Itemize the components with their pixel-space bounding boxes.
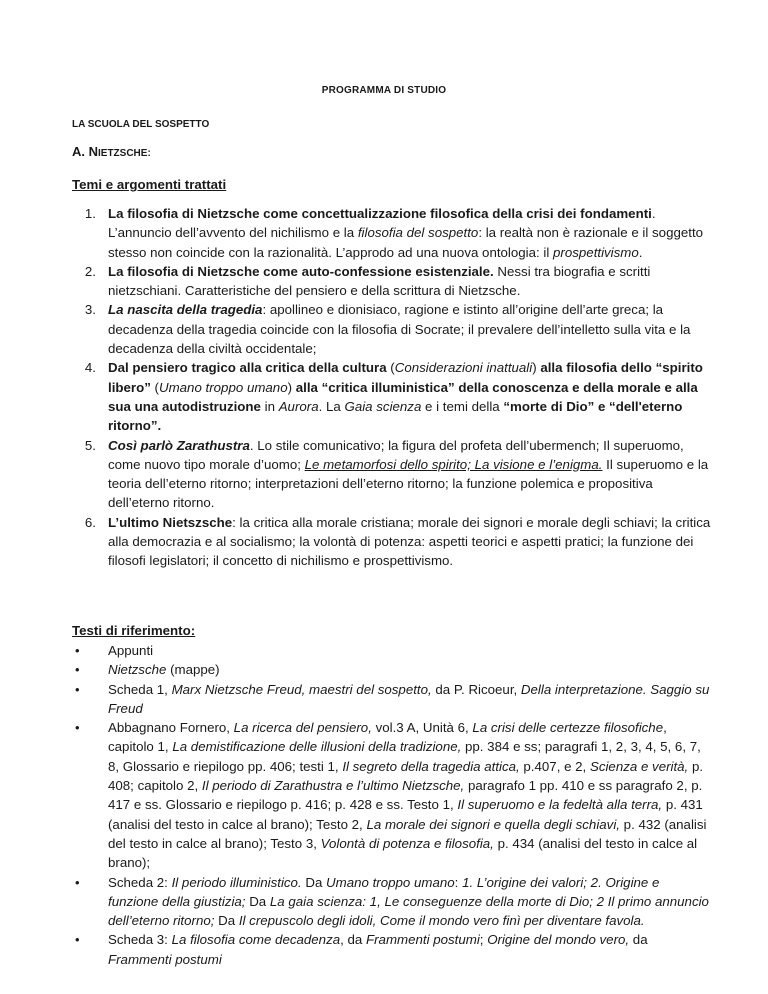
reference-text: , capitolo 1, bbox=[108, 720, 667, 755]
theme-title: La filosofia di Nietzsche come auto-confessione esistenziale. bbox=[108, 263, 494, 279]
theme-text: . bbox=[638, 244, 643, 260]
reference-italic: Il periodo di Zarathustra e l’ultimo Nietzsche, bbox=[201, 778, 465, 794]
theme-text: . La bbox=[318, 398, 345, 414]
reference-italic: Marx Nietzsche Freud, maestri del sospetto, bbox=[171, 681, 432, 697]
reference-text: Scheda 3: bbox=[108, 932, 172, 948]
theme-text: ( bbox=[150, 379, 159, 395]
theme-title: La nascita della tragedia bbox=[108, 302, 263, 318]
references-heading: Testi di riferimento: bbox=[72, 623, 196, 638]
theme-item bbox=[72, 300, 712, 358]
reference-italic: Umano troppo umano bbox=[326, 874, 455, 890]
reference-text: da P. Ricoeur, bbox=[431, 681, 521, 697]
theme-italic: Umano troppo umano bbox=[158, 379, 288, 395]
reference-text: vol.3 A, Unità 6, bbox=[371, 720, 473, 736]
reference-italic: 1. L’origine dei valori; 2. Origine e funzione della giustizia; bbox=[108, 874, 660, 909]
theme-text: . L’annuncio dell’avvento del nichilismo e la bbox=[108, 206, 656, 241]
theme-number: 3. bbox=[84, 302, 96, 318]
reference-text: da bbox=[629, 932, 648, 948]
theme-text: in bbox=[260, 398, 279, 414]
theme-text: Nessi tra biografia e scritti nietzschiani. Caratteristiche del pensiero e della scrittura di Nietzsche. bbox=[108, 263, 651, 299]
reference-text: Abbagnano Fornero, bbox=[108, 720, 234, 736]
theme-italic: filosofia del sospetto bbox=[357, 225, 479, 241]
bullet-icon: • bbox=[75, 874, 80, 890]
reference-italic: La gaia scienza: 1, Le conseguenze della morte di Dio; 2 Il primo annuncio dell’eterno ritorno; bbox=[108, 893, 709, 929]
reference-italic: Il segreto della tragedia attica, bbox=[342, 758, 520, 774]
author-heading bbox=[72, 143, 151, 163]
theme-italic: Gaia scienza bbox=[344, 398, 422, 414]
theme-bold: alla “critica illuministica” della conoscenza e della morale e alla sua una autodistruzione bbox=[108, 379, 698, 414]
reference-italic: La ricerca del pensiero, bbox=[233, 720, 372, 736]
reference-item bbox=[72, 873, 712, 931]
reference-text: Da bbox=[245, 893, 270, 909]
theme-title: Così parlò Zarathustra bbox=[108, 437, 250, 453]
reference-italic: Volontà di potenza e filosofia, bbox=[320, 835, 494, 851]
reference-italic: Frammenti postumi bbox=[366, 932, 480, 948]
bullet-icon: • bbox=[75, 643, 80, 658]
author-heading-prefix: A. N bbox=[72, 144, 98, 159]
theme-bold: “morte di Dio” e “dell'eterno ritorno”. bbox=[108, 398, 683, 434]
reference-italic: La morale dei signori e quella degli schiavi, bbox=[366, 816, 620, 832]
theme-item bbox=[72, 436, 712, 513]
reference-text: p. 434 (analisi del testo in calce al brano); bbox=[108, 835, 698, 871]
theme-text: : apollineo e dionisiaco, ragione e istinto all’origine dell’arte greca; la decadenza della tragedia coincide con la filosofia di Socrate; il prevalere dell’intelletto sulla vita e la decadenza della civiltà occidentale; bbox=[108, 302, 691, 357]
reference-text: p.407, e 2, bbox=[519, 758, 590, 774]
bullet-icon: • bbox=[75, 681, 80, 697]
reference-italic: Della interpretazione. Saggio su Freud bbox=[108, 681, 710, 716]
reference-italic: Il superuomo e la fedeltà alla terra, bbox=[457, 797, 663, 813]
reference-item bbox=[72, 680, 712, 719]
reference-text: Scheda 1, bbox=[108, 681, 172, 697]
reference-text: Appunti bbox=[108, 643, 154, 658]
references-list bbox=[72, 641, 712, 969]
reference-text: p. 431 (analisi del testo in calce al brano); Testo 2, bbox=[108, 797, 703, 832]
reference-item bbox=[72, 641, 712, 660]
theme-text: : la critica alla morale cristiana; morale dei signori e morale degli schiavi; la critica alla democrazia e al socialismo; la volontà di potenza: aspetti teorici e aspetti pratici; la funzione dei filosofi legislatori; il concetto di nichilismo e prospettivismo. bbox=[108, 514, 711, 569]
reference-text: Da bbox=[301, 874, 327, 890]
theme-item bbox=[72, 204, 712, 262]
bullet-icon: • bbox=[75, 662, 80, 678]
reference-text: p. 432 (analisi del testo in calce al brano); Testo 3, bbox=[108, 816, 707, 851]
bullet-icon: • bbox=[75, 932, 80, 948]
theme-item bbox=[72, 513, 712, 571]
theme-number: 6. bbox=[84, 514, 96, 530]
theme-title: Dal pensiero tragico alla critica della cultura bbox=[108, 360, 387, 376]
section-heading: LA SCUOLA DEL SOSPETTO bbox=[72, 119, 210, 130]
reference-italic: Il periodo illuministico. bbox=[171, 874, 302, 890]
reference-italic: Origine del mondo vero, bbox=[487, 932, 630, 948]
reference-text: (mappe) bbox=[166, 662, 220, 678]
reference-italic: Scienza e verità, bbox=[589, 758, 689, 774]
reference-text: Da bbox=[214, 913, 239, 929]
theme-italic: prospettivismo bbox=[553, 244, 639, 260]
theme-text: ) bbox=[287, 379, 296, 395]
theme-text: ) bbox=[532, 360, 541, 376]
theme-text: . Lo stile comunicativo; la figura del profeta dell’ubermench; Il superuomo, come nuovo tipo morale d’uomo; bbox=[108, 437, 684, 472]
theme-title: L’ultimo Nietszsche bbox=[108, 514, 233, 530]
theme-italic: Aurora bbox=[278, 398, 319, 414]
theme-number: 2. bbox=[84, 263, 96, 279]
theme-italic: Considerazioni inattuali bbox=[394, 360, 533, 376]
theme-text: e i temi della bbox=[421, 398, 504, 414]
theme-title: La filosofia di Nietzsche come concettualizzazione filosofica della crisi dei fondamenti bbox=[108, 206, 652, 221]
bullet-icon: • bbox=[75, 720, 80, 736]
reference-italic: Nietzsche bbox=[108, 662, 167, 678]
reference-text: ; bbox=[479, 932, 488, 948]
theme-item bbox=[72, 358, 712, 435]
theme-number: 5. bbox=[84, 437, 96, 453]
themes-heading: Temi e argomenti trattati bbox=[72, 177, 227, 192]
reference-text: , da bbox=[340, 932, 366, 948]
reference-text: Scheda 2: bbox=[108, 874, 172, 890]
reference-text: paragrafo 1 pp. 410 e ss paragrafo 2, p. 417 e ss. Glossario e riepilogo p. 416; p. 428 e ss. Testo 1, bbox=[108, 778, 703, 813]
reference-item bbox=[72, 930, 712, 969]
reference-italic: Frammenti postumi bbox=[108, 951, 222, 967]
reference-italic: La crisi delle certezze filosofiche bbox=[472, 720, 664, 736]
reference-italic: La demistificazione delle illusioni della tradizione, bbox=[172, 739, 462, 755]
reference-text: : bbox=[454, 874, 463, 890]
theme-number: 4. bbox=[84, 360, 96, 376]
author-heading-rest: IETZSCHE: bbox=[98, 148, 151, 159]
reference-text: p. 408; capitolo 2, bbox=[108, 758, 704, 794]
theme-text: ( bbox=[386, 360, 395, 376]
reference-item bbox=[72, 660, 712, 679]
theme-italic: Le metamorfosi dello spirito; La visione e l’enigma. bbox=[304, 456, 603, 472]
document-title: PROGRAMMA DI STUDIO bbox=[321, 85, 447, 96]
theme-number: 1. bbox=[84, 206, 96, 221]
reference-italic: La filosofia come decadenza bbox=[171, 932, 341, 948]
themes-list bbox=[72, 204, 712, 571]
theme-item bbox=[72, 262, 712, 301]
theme-text: Il superuomo e la teoria dell’eterno ritorno; interpretazioni dell’eterno ritorno; la funzione polemica e propositiva dell’eterno ritorno. bbox=[108, 456, 709, 511]
reference-italic: Il crepuscolo degli idoli, Come il mondo vero finì per diventare favola. bbox=[238, 913, 645, 929]
theme-bold: alla filosofia dello “spirito libero” bbox=[108, 360, 703, 395]
reference-item bbox=[72, 718, 712, 872]
reference-text: pp. 384 e ss; paragrafi 1, 2, 3, 4, 5, 6, 7, 8, Glossario e riepilogo pp. 406; testi 1, bbox=[108, 739, 701, 774]
theme-text: : la realtà non è razionale e il soggetto stesso non coincide con la razionalità. L’approdo ad una nuova ontologia: il bbox=[108, 225, 704, 260]
